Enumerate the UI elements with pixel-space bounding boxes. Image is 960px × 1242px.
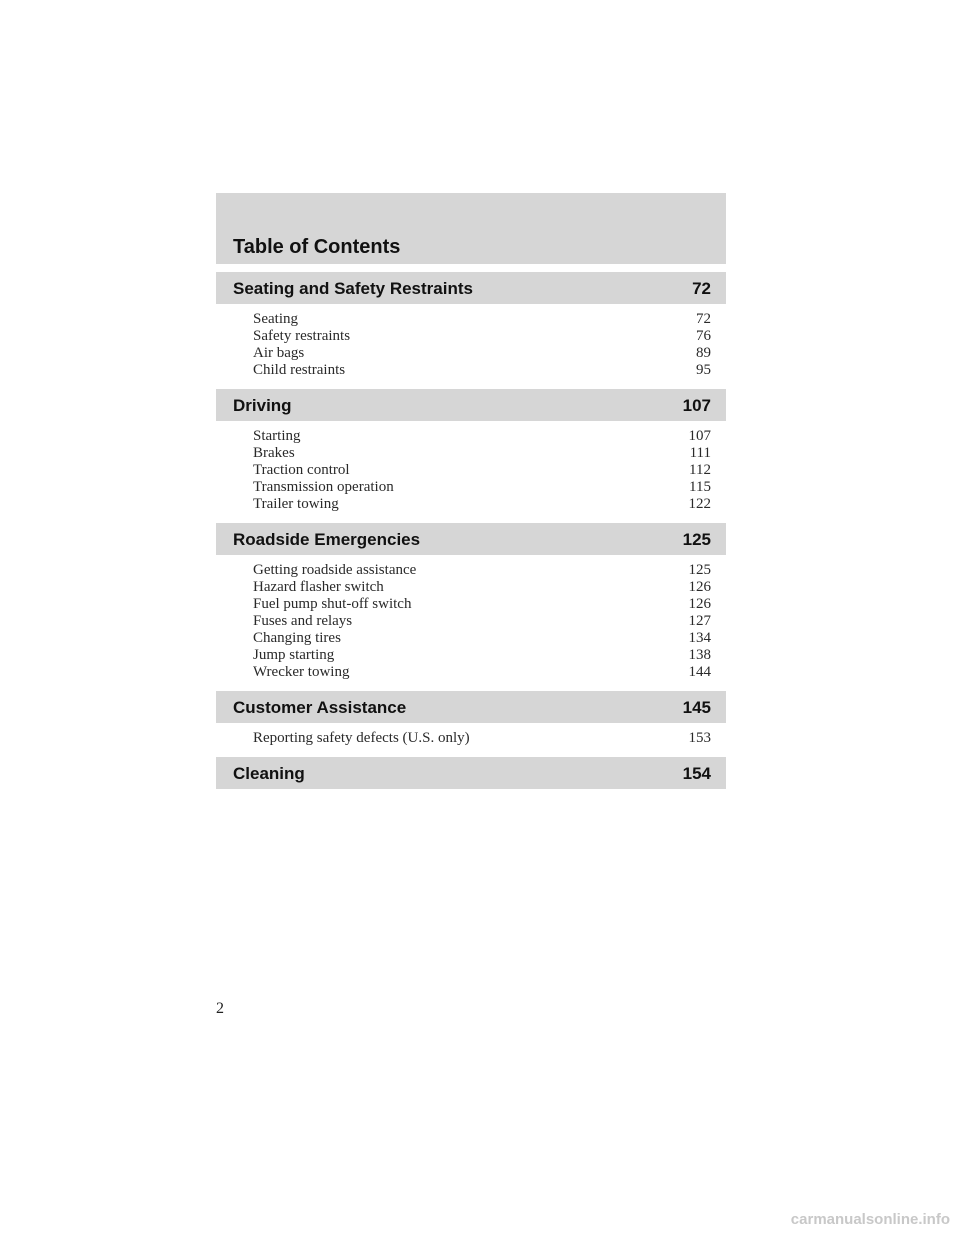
entry-title: Jump starting: [253, 647, 335, 663]
section-title: Seating and Safety Restraints: [233, 279, 473, 298]
toc-entry[interactable]: [216, 362, 726, 379]
section-page-number: 72: [692, 279, 711, 298]
toc-entry[interactable]: [216, 428, 726, 445]
section-header[interactable]: [216, 389, 726, 421]
section-entries: [216, 304, 726, 389]
entry-title: Child restraints: [253, 362, 346, 378]
entry-page-number: 127: [688, 613, 711, 629]
toc-entry[interactable]: [216, 345, 726, 362]
toc-list: [216, 272, 726, 799]
section-page-number: 145: [682, 698, 711, 717]
entry-title: Hazard flasher switch: [253, 579, 384, 595]
entry-title: Trailer towing: [253, 496, 339, 512]
entry-page-number: 112: [689, 462, 711, 478]
toc-entry[interactable]: [216, 462, 726, 479]
entry-page-number: 115: [689, 479, 711, 495]
entry-page-number: 126: [688, 579, 711, 595]
section-entries: [216, 723, 726, 757]
entry-title: Getting roadside assistance: [253, 562, 417, 578]
section-title: Customer Assistance: [233, 698, 407, 717]
section-page-number: 107: [682, 396, 711, 415]
toc-entry[interactable]: [216, 496, 726, 513]
watermark: carmanualsonline.info: [790, 1211, 950, 1228]
section-title: Roadside Emergencies: [233, 530, 421, 549]
entry-title: Safety restraints: [253, 328, 351, 344]
toc-entry[interactable]: [216, 596, 726, 613]
entry-title: Brakes: [253, 445, 295, 461]
page-number: 2: [216, 1000, 224, 1017]
toc-entry[interactable]: [216, 311, 726, 328]
toc-entry[interactable]: [216, 445, 726, 462]
section-header[interactable]: [216, 272, 726, 304]
entry-title: Traction control: [253, 462, 350, 478]
section-header[interactable]: [216, 757, 726, 789]
entry-page-number: 144: [688, 664, 711, 680]
toc-entry[interactable]: [216, 479, 726, 496]
entry-page-number: 122: [688, 496, 711, 512]
entry-page-number: 111: [689, 445, 711, 461]
entry-page-number: 72: [696, 311, 711, 327]
entry-page-number: 89: [696, 345, 711, 361]
section-header[interactable]: [216, 691, 726, 723]
entry-title: Reporting safety defects (U.S. only): [253, 730, 470, 746]
entry-page-number: 76: [696, 328, 711, 344]
section-page-number: 125: [682, 530, 711, 549]
toc-title-box: [216, 193, 726, 264]
section-entries: [216, 555, 726, 691]
entry-title: Air bags: [253, 345, 305, 361]
entry-title: Fuel pump shut-off switch: [253, 596, 412, 612]
section-title: Cleaning: [233, 764, 305, 783]
entry-page-number: 107: [688, 428, 711, 444]
section-title: Driving: [233, 396, 292, 415]
entry-title: Changing tires: [253, 630, 341, 646]
entry-title: Transmission operation: [253, 479, 394, 495]
entry-title: Starting: [253, 428, 301, 444]
entry-title: Wrecker towing: [253, 664, 350, 680]
toc-entry[interactable]: [216, 630, 726, 647]
toc-entry[interactable]: [216, 562, 726, 579]
toc-entry[interactable]: [216, 328, 726, 345]
entry-page-number: 126: [688, 596, 711, 612]
entry-page-number: 153: [688, 730, 711, 746]
section-header[interactable]: [216, 523, 726, 555]
entry-page-number: 138: [688, 647, 711, 663]
page-title: Table of Contents: [233, 236, 401, 258]
toc-entry[interactable]: [216, 579, 726, 596]
entry-page-number: 125: [688, 562, 711, 578]
entry-page-number: 95: [696, 362, 711, 378]
section-page-number: 154: [682, 764, 711, 783]
toc-entry[interactable]: [216, 730, 726, 747]
toc-entry[interactable]: [216, 613, 726, 630]
section-entries: [216, 421, 726, 523]
entry-title: Fuses and relays: [253, 613, 353, 629]
toc-entry[interactable]: [216, 647, 726, 664]
entry-title: Seating: [253, 311, 298, 327]
toc-entry[interactable]: [216, 664, 726, 681]
entry-page-number: 134: [688, 630, 711, 646]
